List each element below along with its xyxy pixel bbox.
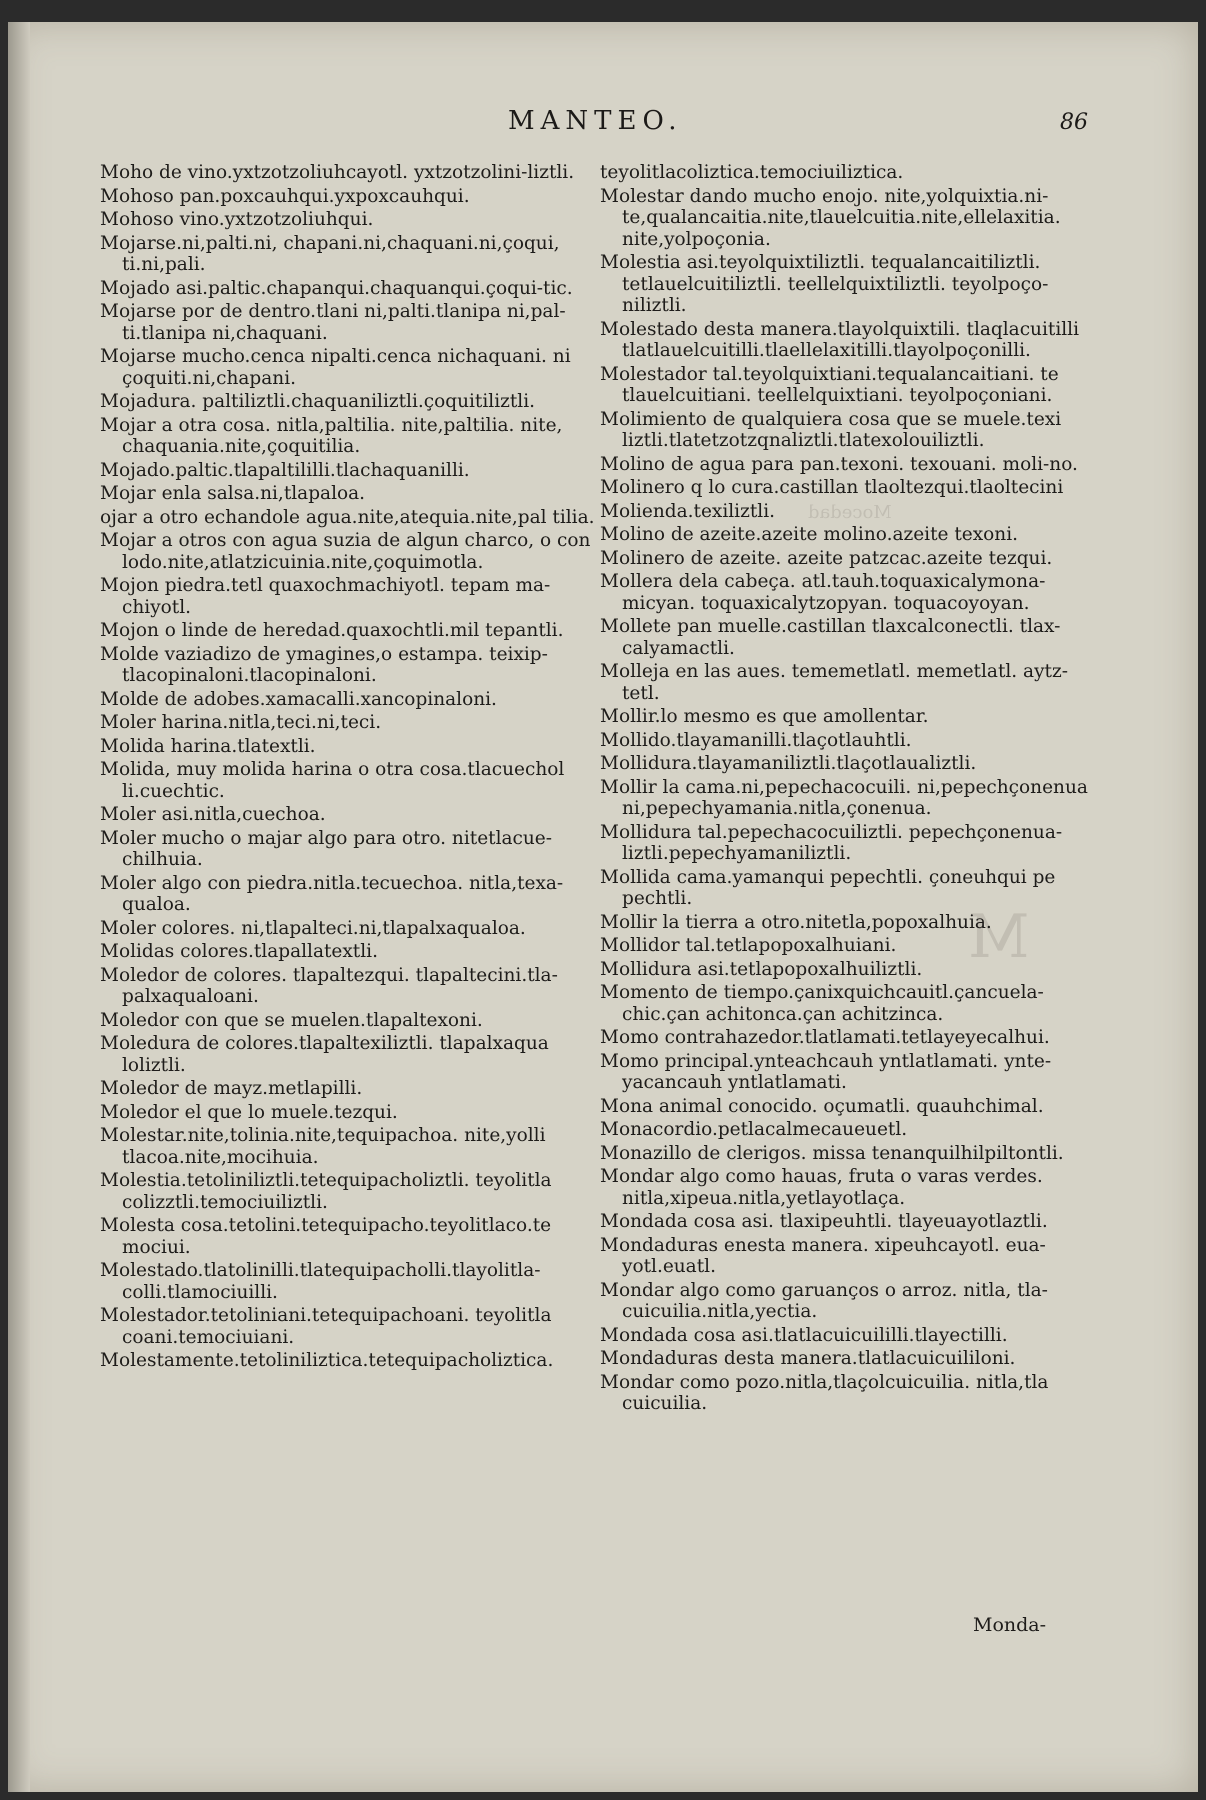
dictionary-entry: Molestador.tetoliniani.tetequipachoani. teyolitla coani.temociuiani. — [100, 1305, 552, 1348]
dictionary-entry: teyolitlacoliztica.temociuiliztica. — [600, 162, 904, 183]
dictionary-entry: Mohoso vino.yxtzotzoliuhqui. — [100, 209, 374, 230]
dictionary-entry: Molde vaziadizo de ymagines,o estampa. teixip-tlacopinaloni.tlacopinaloni. — [100, 643, 548, 686]
book-page — [8, 22, 1198, 1792]
dictionary-entry: Moler harina.nitla,teci.ni,teci. — [100, 712, 382, 733]
dictionary-entry: Molestia.tetoliniliztli.tetequipacholiztli. teyolitla colizztli.temociuiliztli. — [100, 1170, 552, 1213]
dictionary-entry: Mondaduras desta manera.tlatlacuicuililoni. — [600, 1348, 1016, 1369]
dictionary-entry: Mollidor tal.tetlapopoxalhuiani. — [600, 935, 897, 956]
dictionary-entry: Moler asi.nitla,cuechoa. — [100, 804, 326, 825]
dictionary-entry: Mondar como pozo.nitla,tlaçolcuicuilia. nitla,tla cuicuilia. — [600, 1371, 1049, 1414]
dictionary-entry: Molestado desta manera.tlayolquixtili. tlaqlacuitilli tlatlauelcuitilli.tlaellelaxitilli.tlayolpoçonilli. — [600, 318, 1079, 361]
dictionary-entry: Momento de tiempo.çanixquichcauitl.çancuela-chic.çan achitonca.çan achitzinca. — [600, 982, 1044, 1025]
dictionary-entry: Molestar dando mucho enojo. nite,yolquixtia.ni-te,qualancaitia.nite,tlauelcuitia.nite,ellelaxitia. nite,yolpoçonia. — [600, 185, 1061, 250]
dictionary-entry: Mojar a otra cosa. nitla,paltilia. nite,paltilia. nite, chaquania.nite,çoquitilia. — [100, 414, 563, 457]
dictionary-entry: Molestar.nite,tolinia.nite,tequipachoa. nite,yolli tlacoa.nite,mocihuia. — [100, 1125, 546, 1168]
dictionary-entry: Moledura de colores.tlapaltexiliztli. tlapalxaqua loliztli. — [100, 1033, 549, 1076]
dictionary-entry: Mollidura asi.tetlapopoxalhuiliztli. — [600, 958, 923, 980]
dictionary-entry: Molestador tal.teyolquixtiani.tequalancaitiani. te tlauelcuitiani. teellelquixtiani. teyolpoçoniani. — [600, 363, 1059, 406]
dictionary-entry: Mojar enla salsa.ni,tlapaloa. — [100, 483, 366, 504]
dictionary-entry: Molida, muy molida harina o otra cosa.tlacuechol li.cuechtic. — [100, 759, 565, 802]
dictionary-entry: Mollir la tierra a otro.nitetla,popoxalhuia. — [600, 911, 992, 933]
right-column — [600, 162, 1100, 1417]
dictionary-entry: Molimiento de qualquiera cosa que se muele.texi liztli.tlatetzotzqnaliztli.tlatexolouiliztli. — [600, 408, 1062, 451]
dictionary-entry: Mollidura tal.pepechacocuiliztli. pepechçonenua-liztli.pepechyamaniliztli. — [600, 821, 1063, 864]
dictionary-entry: Momo principal.ynteachcauh yntlatlamati. ynte-yacancauh yntlatlamati. — [600, 1050, 1052, 1093]
dictionary-entry: Mollete pan muelle.castillan tlaxcalconectli. tlax-calyamactli. — [600, 616, 1061, 659]
dictionary-entry: Mojarse por de dentro.tlani ni,palti.tlanipa ni,pal-ti.tlanipa ni,chaquani. — [100, 301, 566, 344]
bleed-through-text: Mocedad — [808, 502, 892, 523]
dictionary-entry: Mona animal conocido. oçumatli. quauhchimal. — [600, 1095, 1044, 1117]
dictionary-entry: Mojarse mucho.cenca nipalti.cenca nichaquani. ni çoquiti.ni,chapani. — [100, 346, 571, 389]
dictionary-entry: Monazillo de clerigos. missa tenanquilhilpiltontli. — [600, 1142, 1064, 1164]
dictionary-entry: Mollir la cama.ni,pepechacocuili. ni,pepechçonenua ni,pepechyamania.nitla,çonenua. — [600, 776, 1088, 819]
dictionary-entry: Molida harina.tlatextli. — [100, 735, 316, 757]
left-column — [100, 162, 600, 1374]
dictionary-entry: Monacordio.petlacalmecaueuetl. — [600, 1119, 908, 1140]
dictionary-entry: Moledor con que se muelen.tlapaltexoni. — [100, 1009, 483, 1031]
dictionary-entry: Mollido.tlayamanilli.tlaçotlauhtli. — [600, 729, 912, 751]
dictionary-entry: Mollera dela cabeça. atl.tauh.toquaxicalymona-micyan. toquaxicalytzopyan. toquacoyoyan. — [600, 571, 1046, 614]
dictionary-entry: Molidas colores.tlapallatextli. — [100, 941, 378, 962]
dictionary-entry: Molinero q lo cura.castillan tlaoltezqui.tlaoltecini — [600, 477, 1064, 498]
running-title: MANTEO. — [508, 106, 683, 136]
dictionary-entry: Moho de vino.yxtzotzoliuhcayotl. yxtzotzolini-liztli. — [100, 162, 575, 183]
dictionary-entry: Molino de azeite.azeite molino.azeite texoni. — [600, 524, 1019, 545]
dictionary-entry: Mondaduras enesta manera. xipeuhcayotl. eua-yotl.euatl. — [600, 1234, 1046, 1277]
dictionary-entry: Mollidura.tlayamaniliztli.tlaçotlaualiztli. — [600, 753, 977, 774]
dictionary-entry: Momo contrahazedor.tlatlamati.tetlayeyecalhui. — [600, 1027, 1050, 1048]
dictionary-entry: Moler mucho o majar algo para otro. nitetlacue-chilhuia. — [100, 827, 552, 870]
catchword: Monda- — [973, 1614, 1047, 1636]
dictionary-entry: Mohoso pan.poxcauhqui.yxpoxcauhqui. — [100, 185, 470, 207]
folio-number: 86 — [1060, 110, 1088, 135]
dictionary-entry: Mojon o linde de heredad.quaxochtli.mil tepantli. — [100, 620, 564, 641]
bleed-through-initial: M — [968, 902, 1030, 972]
dictionary-entry: Moler colores. ni,tlapalteci.ni,tlapalxaqualoa. — [100, 917, 526, 939]
dictionary-entry: Moledor el que lo muele.tezqui. — [100, 1101, 398, 1123]
dictionary-entry: Mojadura. paltiliztli.chaquaniliztli.çoquitiliztli. — [100, 391, 536, 412]
dictionary-entry: Mondar algo como hauas, fruta o varas verdes. nitla,xipeua.nitla,yetlayotlaça. — [600, 1166, 1043, 1209]
dictionary-entry: Moledor de colores. tlapaltezqui. tlapaltecini.tla-palxaqualoani. — [100, 964, 558, 1007]
dictionary-entry: Mollir.lo mesmo es que amollentar. — [600, 706, 929, 727]
dictionary-entry: Molde de adobes.xamacalli.xancopinaloni. — [100, 688, 497, 710]
dictionary-entry: Molesta cosa.tetolini.tetequipacho.teyolitlaco.te mociui. — [100, 1215, 552, 1258]
dictionary-entry: Moledor de mayz.metlapilli. — [100, 1078, 363, 1099]
dictionary-entry: Molleja en las aues. tememetlatl. memetlatl. aytz-tetl. — [600, 661, 1068, 704]
dictionary-entry: Molestia asi.teyolquixtiliztli. tequalancaitiliztli. tetlauelcuitiliztli. teellelquixtiliztli. teyolpoço-niliztli. — [600, 252, 1049, 316]
dictionary-entry: Mojado.paltic.tlapaltililli.tlachaquanilli. — [100, 459, 470, 481]
dictionary-entry: Mondada cosa asi. tlaxipeuhtli. tlayeuayotlaztli. — [600, 1211, 1048, 1232]
dictionary-entry: Mojado asi.paltic.chapanqui.chaquanqui.çoqui-tic. — [100, 277, 573, 299]
page-header — [8, 100, 1198, 140]
dictionary-entry: Mollida cama.yamanqui pepechtli. çoneuhqui pe pechtli. — [600, 866, 1056, 909]
dictionary-entry: Molestamente.tetoliniliztica.tetequipacholiztica. — [100, 1350, 554, 1371]
dictionary-entry: Molienda.texiliztli. — [600, 500, 775, 522]
dictionary-entry: Mojarse.ni,palti.ni, chapani.ni,chaquani.ni,çoqui, ti.ni,pali. — [100, 232, 560, 275]
dictionary-entry: Moler algo con piedra.nitla.tecuechoa. nitla,texa-qualoa. — [100, 872, 564, 915]
dictionary-entry: Mojon piedra.tetl quaxochmachiyotl. tepam ma-chiyotl. — [100, 575, 551, 618]
dictionary-entry: Mondada cosa asi.tlatlacuicuililli.tlayectilli. — [600, 1324, 1008, 1346]
page-gutter — [8, 22, 30, 1792]
dictionary-entry: Molinero de azeite. azeite patzcac.azeite tezqui. — [600, 547, 1053, 569]
dictionary-entry: Molino de agua para pan.texoni. texouani. moli-no. — [600, 453, 1078, 475]
dictionary-entry: Molestado.tlatolinilli.tlatequipacholli.tlayolitla-colli.tlamociuilli. — [100, 1260, 541, 1303]
dictionary-entry: Mojar a otros con agua suzia de algun charco, o con lodo.nite,atlatzicuinia.nite,çoquimotla. — [100, 530, 591, 573]
dictionary-entry: ojar a otro echandole agua.nite,atequia.nite,pal tilia. — [100, 506, 595, 528]
dictionary-entry: Mondar algo como garuanços o arroz. nitla, tla-cuicuilia.nitla,yectia. — [600, 1279, 1048, 1322]
